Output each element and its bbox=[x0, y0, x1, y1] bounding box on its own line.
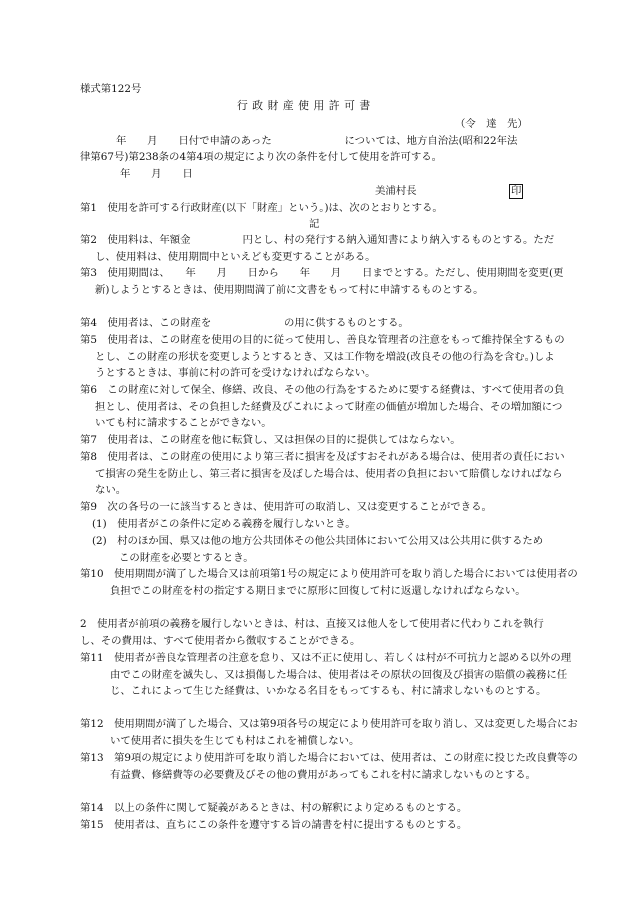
order-type: （令 達 先） bbox=[455, 118, 528, 130]
article-label: 第12 bbox=[80, 718, 104, 730]
item-2 bbox=[80, 533, 550, 566]
article-text: 第9項の規定により使用許可を取り消した場合においては、使用者は、この財産に投じた改良費等の有益費、修繕費等の必要費及びその他の費用があってもこれを村に請求しないものとする。 bbox=[110, 752, 578, 781]
article-text: 使用期間が満了した場合、又は第9項各号の規定により使用許可を取り消し、又は変更した場合において使用者に損失を生じても村はこれを補償しない。 bbox=[110, 718, 578, 747]
article-text: この財産に対して保全、修繕、改良、その他の行為をするために要する経費は、すべて使用者の負担とし、使用者は、その負担した経費及びこれによって財産の価値が増加した場合、その増加額についても村に請求することができない。 bbox=[95, 384, 565, 430]
intro-line-2: 律第67号)第238条の4第4項の規定により次の条件を付して使用を許可する。 bbox=[80, 151, 443, 163]
article-text: 使用者は、この財産の使用により第三者に損害を及ぼすおそれがある場合は、使用者の責任において損害の発生を防止し、第三者に損害を及ぼした場合は、使用者の負担において賠償しなければならない。 bbox=[95, 451, 565, 497]
item-text: 使用者がこの条件に定める義務を履行しないとき。 bbox=[117, 518, 356, 530]
seal-mark bbox=[509, 183, 523, 200]
article-text: 以上の条件に関して疑義があるときは、村の解釈により定めるものとする。 bbox=[114, 802, 468, 814]
article-text: 次の各号の一に該当するときは、使用許可の取消し、又は変更することができる。 bbox=[107, 501, 492, 513]
article-text: 使用を許可する行政財産(以下「財産」という。)は、次のとおりとする。 bbox=[107, 202, 443, 214]
article-label: 第4 bbox=[80, 317, 98, 329]
item-label: (1) bbox=[92, 518, 107, 530]
article-label: 第1 bbox=[80, 202, 98, 214]
item-1 bbox=[80, 516, 550, 533]
article-label: 第3 bbox=[80, 267, 98, 279]
article-label: 第15 bbox=[80, 819, 104, 831]
article-1 bbox=[80, 200, 580, 217]
article-13 bbox=[80, 750, 580, 783]
article-label: 第5 bbox=[80, 334, 98, 346]
item-label: (2) bbox=[92, 535, 107, 547]
article-label: 第11 bbox=[80, 652, 104, 664]
article-label: 第9 bbox=[80, 501, 98, 513]
article-label: 第7 bbox=[80, 434, 98, 446]
article-text: 使用料は、年額金 円とし、村の発行する納入通知書により納入するものとする。ただし、使用料は、使用期間中といえども変更することがある。 bbox=[95, 234, 555, 263]
article-10 bbox=[80, 566, 580, 599]
article-label: 第2 bbox=[80, 234, 98, 246]
article-text: 使用者は、直ちにこの条件を遵守する旨の請書を村に提出するものとする。 bbox=[114, 819, 468, 831]
article-8 bbox=[80, 449, 565, 499]
paragraph-text: 使用者が前項の義務を履行しないときは、村は、直接又は他人をして使用者に代わりこれを執行し、その費用は、すべて使用者から徴収することができる。 bbox=[80, 618, 544, 647]
article-text: 使用期間が満了した場合又は前項第1号の規定により使用許可を取り消した場合においては使用者の負担でこの財産を村の指定する期日までに原形に回復して村に返還しなければならない。 bbox=[110, 568, 578, 597]
ki-heading: 記 bbox=[309, 218, 320, 230]
issuer-name: 美浦村長 bbox=[375, 185, 417, 197]
seal-box: 印 bbox=[511, 185, 522, 197]
paragraph-label: 2 bbox=[80, 618, 87, 630]
article-text: 使用者は、この財産を他に転貸し、又は担保の目的に提供してはならない。 bbox=[107, 434, 461, 446]
article-label: 第14 bbox=[80, 802, 104, 814]
intro-line-1: 年 月 日付で申請のあった については、地方自治法(昭和22年法 bbox=[116, 135, 518, 147]
article-text: 使用者が善良な管理者の注意を怠り、又は不正に使用し、若しくは村が不可抗力と認める以外の理由でこの財産を滅失し、又は損傷した場合は、使用者はその原状の回復及び損害の賠償の義務に任じ、これによって生じた経費は、いかなる名目をもってするも、村に請求しないものとする。 bbox=[110, 652, 572, 698]
document-title: 行政財産使用許可書 bbox=[237, 99, 375, 112]
article-12 bbox=[80, 716, 580, 749]
article-label: 第10 bbox=[80, 568, 104, 580]
article-6 bbox=[80, 382, 565, 432]
article-7 bbox=[80, 432, 565, 449]
article-label: 第8 bbox=[80, 451, 98, 463]
article-9 bbox=[80, 499, 565, 516]
article-text: 使用者は、この財産を使用の目的に従って使用し、善良な管理者の注意をもって維持保全するものとし、この財産の形状を変更しようとするとき、又は工作物を増設(改良その他の行為を含む。)しようとするときは、事前に村の許可を受けなければならない。 bbox=[95, 334, 565, 380]
paragraph-2 bbox=[80, 616, 550, 649]
article-2 bbox=[80, 232, 565, 265]
article-15 bbox=[80, 817, 580, 834]
article-5 bbox=[80, 332, 565, 382]
date-line: 年 月 日 bbox=[120, 168, 193, 180]
item-text: 村のほか国、県又は他の地方公共団体その他公共団体において公用又は公共用に供するためこの財産を必要とするとき。 bbox=[117, 535, 544, 564]
article-14 bbox=[80, 800, 580, 817]
article-11 bbox=[80, 650, 580, 700]
article-3 bbox=[80, 265, 565, 298]
article-text: 使用期間は、 年 月 日から 年 月 日までとする。ただし、使用期間を変更(更新)しようとするときは、使用期間満了前に文書をもって村に申請するものとする。 bbox=[95, 267, 564, 296]
article-4 bbox=[80, 315, 565, 332]
article-label: 第13 bbox=[80, 752, 104, 764]
form-number: 様式第122号 bbox=[80, 83, 142, 95]
article-label: 第6 bbox=[80, 384, 98, 396]
article-text: 使用者は、この財産を の用に供するものとする。 bbox=[107, 317, 409, 329]
